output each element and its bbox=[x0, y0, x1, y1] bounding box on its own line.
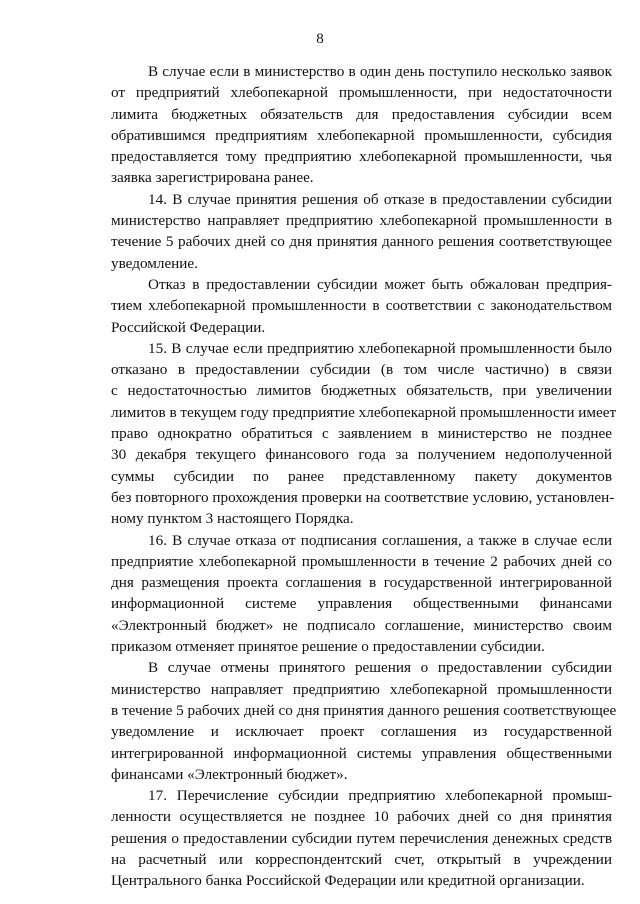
text-line: интегрированной информационной системы управления общественными bbox=[111, 744, 612, 762]
text-line: уведомление. bbox=[111, 254, 198, 272]
paragraph bbox=[111, 274, 612, 338]
paragraph bbox=[111, 189, 612, 274]
text-line: предприятие хлебопекарной промышленности в течение 2 рабочих дней со bbox=[111, 552, 612, 570]
text-line: заявка зарегистрирована ранее. bbox=[111, 169, 314, 187]
text-line: на расчетный или корреспондентский счет, открытый в учреждении bbox=[111, 850, 612, 868]
text-line: право однократно обратиться с заявлением в министерство не позднее bbox=[111, 425, 612, 443]
text-line: тием хлебопекарной промышленности в соответствии с законодательством bbox=[111, 297, 612, 315]
text-line: Центрального банка Российской Федерации или кредитной организации. bbox=[111, 872, 585, 890]
text-line: течение 5 рабочих дней со дня принятия данного решения соответствующее bbox=[111, 233, 612, 251]
text-line: 30 декабря текущего финансового года за получением недополученной bbox=[111, 446, 612, 464]
text-line: обратившимся предприятиям хлебопекарной промышленности, субсидия bbox=[111, 126, 612, 144]
text-line: 16. В случае отказа от подписания соглашения, а также в случае если bbox=[148, 531, 612, 549]
text-line: министерство направляет предприятию хлебопекарной промышленности в bbox=[111, 212, 612, 230]
text-line: лимита бюджетных обязательств для предоставления субсидии всем bbox=[111, 105, 612, 123]
text-line: ленности осуществляется не позднее 10 рабочих дней со дня принятия bbox=[111, 808, 612, 826]
paragraph bbox=[111, 657, 617, 785]
text-line: без повторного прохождения проверки на соответствие условию, установлен- bbox=[111, 488, 615, 506]
text-line: В случае отмены принятого решения о предоставлении субсидии bbox=[148, 659, 612, 677]
text-line: ному пунктом 3 настоящего Порядка. bbox=[111, 510, 354, 528]
text-line: финансами «Электронный бюджет». bbox=[111, 765, 348, 783]
text-line: «Электронный бюджет» не подписало соглашение, министерство своим bbox=[111, 616, 612, 634]
paragraph bbox=[111, 338, 617, 530]
text-line: дня размещения проекта соглашения в государственной интегрированной bbox=[111, 574, 612, 592]
text-line: Отказ в предоставлении субсидии может быть обжалован предприя- bbox=[148, 275, 612, 293]
text-line: в течение 5 рабочих дней со дня принятия данного решения соответствующее bbox=[111, 701, 617, 719]
text-line: уведомление и исключает проект соглашения из государственной bbox=[111, 723, 612, 741]
paragraph bbox=[111, 530, 612, 658]
text-line: решения о предоставлении субсидии путем перечисления денежных средств bbox=[111, 829, 612, 847]
text-line: приказом отменяет принятое решение о предоставлении субсидии. bbox=[111, 638, 545, 656]
text-line: лимитов в текущем году предприятие хлебопекарной промышленности имеет bbox=[111, 403, 617, 421]
text-line: 14. В случае принятия решения об отказе в предоставлении субсидии bbox=[148, 190, 612, 208]
text-line: суммы субсидии по ранее представленному пакету документов bbox=[111, 467, 612, 485]
text-line: Российской Федерации. bbox=[111, 318, 266, 336]
text-line: 17. Перечисление субсидии предприятию хлебопекарной промыш- bbox=[148, 787, 612, 805]
text-line: информационной системе управления общественными финансами bbox=[111, 595, 612, 613]
text-line: В случае если в министерство в один день поступило несколько заявок bbox=[148, 63, 612, 80]
text-line: министерство направляет предприятию хлебопекарной промышленности bbox=[111, 680, 612, 698]
text-line: отказано в предоставлении субсидии (в том числе частично) в связи bbox=[111, 361, 612, 379]
text-line: от предприятий хлебопекарной промышленности, при недостаточности bbox=[111, 84, 612, 102]
text-line: с недостаточностью лимитов бюджетных обязательств, при увеличении bbox=[111, 382, 612, 400]
text-line: 15. В случае если предприятию хлебопекарной промышленности было bbox=[148, 339, 612, 357]
page-number: 8 bbox=[316, 31, 324, 47]
document-body bbox=[111, 61, 617, 892]
paragraph bbox=[111, 785, 612, 891]
text-line: предоставляется тому предприятию хлебопекарной промышленности, чья bbox=[111, 148, 612, 166]
paragraph bbox=[111, 61, 612, 189]
